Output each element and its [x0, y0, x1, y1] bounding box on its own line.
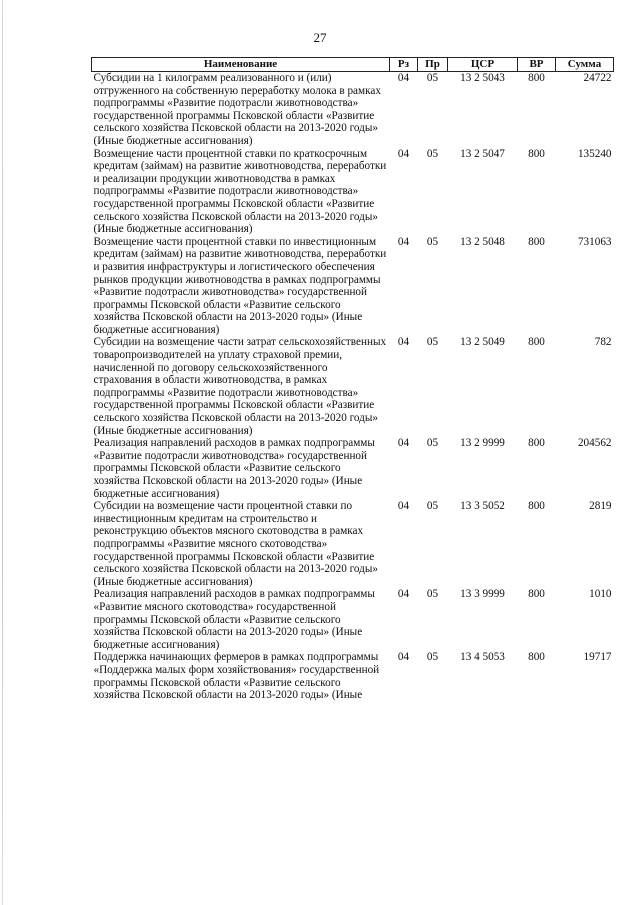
- row-csr: 13 3 9999: [460, 588, 505, 601]
- row-csr: 13 4 5053: [460, 651, 505, 664]
- row-pr: 05: [426, 235, 439, 248]
- table-body: [92, 72, 614, 702]
- row-rz: 04: [397, 500, 410, 513]
- row-pr: 05: [426, 500, 439, 513]
- row-pr: 05: [426, 437, 439, 450]
- row-csr: 13 3 5052: [460, 500, 505, 513]
- budget-table: [91, 57, 614, 702]
- row-rz: 04: [397, 235, 410, 248]
- header-summa: Сумма: [556, 58, 614, 72]
- page-number: 27: [313, 30, 327, 45]
- row-summa: 2819: [589, 500, 612, 513]
- row-name: Возмещение части процентной ставки по инвестиционным кредитам (займам) на развитие животноводства, переработки и развития инфраструктуры и логистического обеспечения рынков продукции животноводства в рамках подпрограммы «Развитие подотрасли животноводства» государственной программы Псковской области «Развитие сельского хозяйства Псковской области на 2013-2020 годы» (Иные бюджетные ассигнования): [93, 235, 387, 336]
- row-csr: 13 2 5047: [460, 147, 505, 160]
- table-row: [92, 437, 614, 500]
- row-vr: 800: [528, 336, 545, 349]
- row-vr: 800: [528, 437, 545, 450]
- row-name: Реализация направлений расходов в рамках подпрограммы «Развитие подотрасли животноводства» государственной программы Псковской области «Развитие сельского хозяйства Псковской области на 2013-2020 годы» (Иные бюджетные ассигнования): [93, 437, 375, 500]
- row-rz: 04: [397, 437, 410, 450]
- row-name: Реализация направлений расходов в рамках подпрограммы «Развитие мясного скотоводства» государственной программы Псковской области «Развитие сельского хозяйства Псковской области на 2013-2020 годы» (Иные бюджетные ассигнования): [93, 588, 375, 651]
- row-rz: 04: [397, 588, 410, 601]
- scan-edge: [2, 0, 3, 905]
- row-summa: 782: [594, 336, 612, 349]
- row-csr: 13 2 5048: [460, 235, 505, 248]
- header-pr: Пр: [418, 58, 448, 72]
- row-vr: 800: [528, 588, 545, 601]
- table-row: [92, 500, 614, 588]
- row-summa: 1010: [589, 588, 612, 601]
- row-vr: 800: [528, 147, 545, 160]
- row-summa: 204562: [577, 437, 612, 450]
- row-summa: 731063: [577, 235, 612, 248]
- row-pr: 05: [426, 336, 439, 349]
- row-vr: 800: [528, 72, 545, 84]
- row-csr: 13 2 9999: [460, 437, 505, 450]
- row-rz: 04: [397, 336, 410, 349]
- row-pr: 05: [426, 147, 439, 160]
- table-row: [92, 651, 614, 701]
- row-name: Субсидии на возмещение части затрат сельскохозяйственных товаропроизводителей на уплату страховой премии, начисленной по договору сельскохозяйственного страхования в области животноводства, в рамках подпрограммы «Развитие подотрасли животноводства» государственной программы Псковской области «Развитие сельского хозяйства Псковской области на 2013-2020 годы» (Иные бюджетные ассигнования): [93, 336, 387, 437]
- row-name: Субсидии на возмещение части процентной ставки по инвестиционным кредитам на строительство и реконструкцию объектов мясного скотоводства в рамках подпрограммы «Развитие мясного скотоводства» государственной программы Псковской области «Развитие сельского хозяйства Псковской области на 2013-2020 годы» (Иные бюджетные ассигнования): [93, 500, 378, 588]
- table-row: [92, 236, 614, 337]
- table-row: [92, 72, 614, 148]
- row-pr: 05: [426, 588, 439, 601]
- table-header: [92, 58, 614, 72]
- row-name: Поддержка начинающих фермеров в рамках подпрограммы «Поддержка малых форм хозяйствования» государственной программы Псковской области «Развитие сельского хозяйства Псковской области на 2013-2020 годы» (Иные: [93, 651, 380, 702]
- table-row: [92, 588, 614, 651]
- row-csr: 13 2 5049: [460, 336, 505, 349]
- table-row: [92, 148, 614, 236]
- table-row: [92, 336, 614, 437]
- row-csr: 13 2 5043: [460, 72, 505, 84]
- row-vr: 800: [528, 651, 545, 664]
- row-vr: 800: [528, 500, 545, 513]
- header-row: [92, 58, 614, 72]
- row-name: Субсидии на 1 килограмм реализованного и (или) отгруженного на собственную переработку молока в рамках подпрограммы «Развитие подотрасли животноводства» государственной программы Псковской области «Развитие сельского хозяйства Псковской области на 2013-2020 годы» (Иные бюджетные ассигнования): [93, 72, 381, 147]
- row-rz: 04: [397, 651, 410, 664]
- row-summa: 135240: [577, 147, 612, 160]
- header-name: Наименование: [92, 58, 390, 72]
- row-pr: 05: [426, 72, 439, 84]
- header-vr: ВР: [518, 58, 556, 72]
- row-summa: 19717: [583, 651, 612, 664]
- row-rz: 04: [397, 147, 410, 160]
- row-vr: 800: [528, 235, 545, 248]
- row-rz: 04: [397, 72, 410, 84]
- row-pr: 05: [426, 651, 439, 664]
- header-rz: Рз: [390, 58, 418, 72]
- row-name: Возмещение части процентной ставки по краткосрочным кредитам (займам) на развитие животноводства, переработки и реализации продукции животноводства в рамках подпрограммы «Развитие подотрасли животноводства» государственной программы Псковской области «Развитие сельского хозяйства Псковской области на 2013-2020 годы» (Иные бюджетные ассигнования): [93, 147, 387, 236]
- header-csr: ЦСР: [448, 58, 518, 72]
- row-summa: 24722: [583, 72, 612, 84]
